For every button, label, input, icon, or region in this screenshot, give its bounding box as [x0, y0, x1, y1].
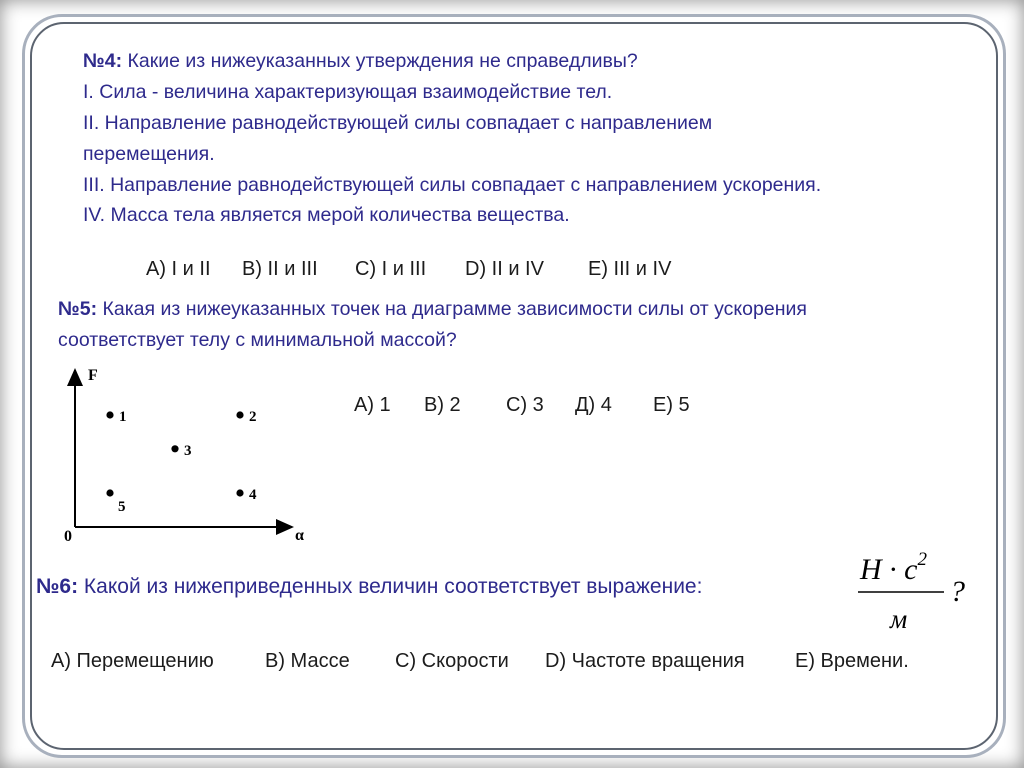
data-point-4 [236, 489, 243, 496]
q4-statement-2-cont: перемещения. [83, 143, 215, 165]
q4-statement-1: I. Сила - величина характеризующая взаимодействие тел. [83, 81, 613, 103]
q5-answer-c[interactable]: C) 3 [506, 394, 544, 416]
data-point-label-2: 2 [249, 409, 257, 425]
formula-exponent: 2 [917, 549, 927, 570]
q6-question [36, 575, 702, 599]
q6-answer-b[interactable]: B) Массе [265, 650, 350, 672]
data-point-label-5: 5 [118, 499, 126, 515]
formula-numerator: $H \cdot c^2$ [860, 549, 927, 586]
data-point-3 [171, 445, 178, 452]
q6-answer-e[interactable]: E) Времени. [795, 650, 909, 672]
q4-statement-4: IV. Масса тела является мерой количества вещества. [83, 204, 570, 226]
q4-statement-3: III. Направление равнодействующей силы совпадает с направлением ускорения. [83, 174, 822, 196]
x-axis-label: α [295, 527, 304, 544]
q5-force-acceleration-chart [55, 360, 325, 550]
q4-answer-e[interactable]: E) III и IV [588, 258, 672, 280]
q6-answer-c[interactable]: C) Скорости [395, 650, 509, 672]
q6-number: №6: [36, 575, 79, 598]
q4-answer-b[interactable]: B) II и III [242, 258, 318, 280]
q5-answer-b[interactable]: B) 2 [424, 394, 461, 416]
origin-label: 0 [64, 528, 72, 545]
q5-answer-d[interactable]: Д) 4 [575, 394, 612, 416]
data-point-5 [106, 489, 113, 496]
q6-answer-d[interactable]: D) Частоте вращения [545, 650, 745, 672]
q6-question-text: Какой из нижеприведенных величин соответствует выражение: [78, 575, 703, 598]
formula-denominator: м [890, 604, 908, 634]
q4-answer-d[interactable]: D) II и IV [465, 258, 544, 280]
q5-question-line2: соответствует телу с минимальной массой? [58, 329, 457, 351]
q6-answer-a[interactable]: A) Перемещению [51, 650, 214, 672]
q5-answer-e[interactable]: E) 5 [653, 394, 690, 416]
q4-answer-a[interactable]: A) I и II [146, 258, 211, 280]
q4-question [83, 46, 638, 77]
formula-question-mark: ? [950, 575, 965, 608]
q6-formula [852, 545, 977, 635]
q4-question-text: Какие из нижеуказанных утверждения не справедливы? [122, 50, 638, 72]
q5-question-line1 [58, 294, 807, 325]
q4-number: №4: [83, 50, 123, 72]
q4-statement-2: II. Направление равнодействующей силы совпадает с направлением [83, 112, 713, 134]
q5-question-text: Какая из нижеуказанных точек на диаграмме зависимости силы от ускорения [97, 298, 807, 320]
q5-number: №5: [58, 298, 98, 320]
data-point-2 [236, 411, 243, 418]
data-point-1 [106, 411, 113, 418]
q5-answer-a[interactable]: A) 1 [354, 394, 391, 416]
y-axis-label: F [88, 367, 98, 384]
data-point-label-3: 3 [184, 442, 192, 459]
q4-answer-c[interactable]: C) I и III [355, 258, 427, 280]
data-point-label-4: 4 [249, 487, 257, 503]
data-point-label-1: 1 [119, 409, 127, 425]
